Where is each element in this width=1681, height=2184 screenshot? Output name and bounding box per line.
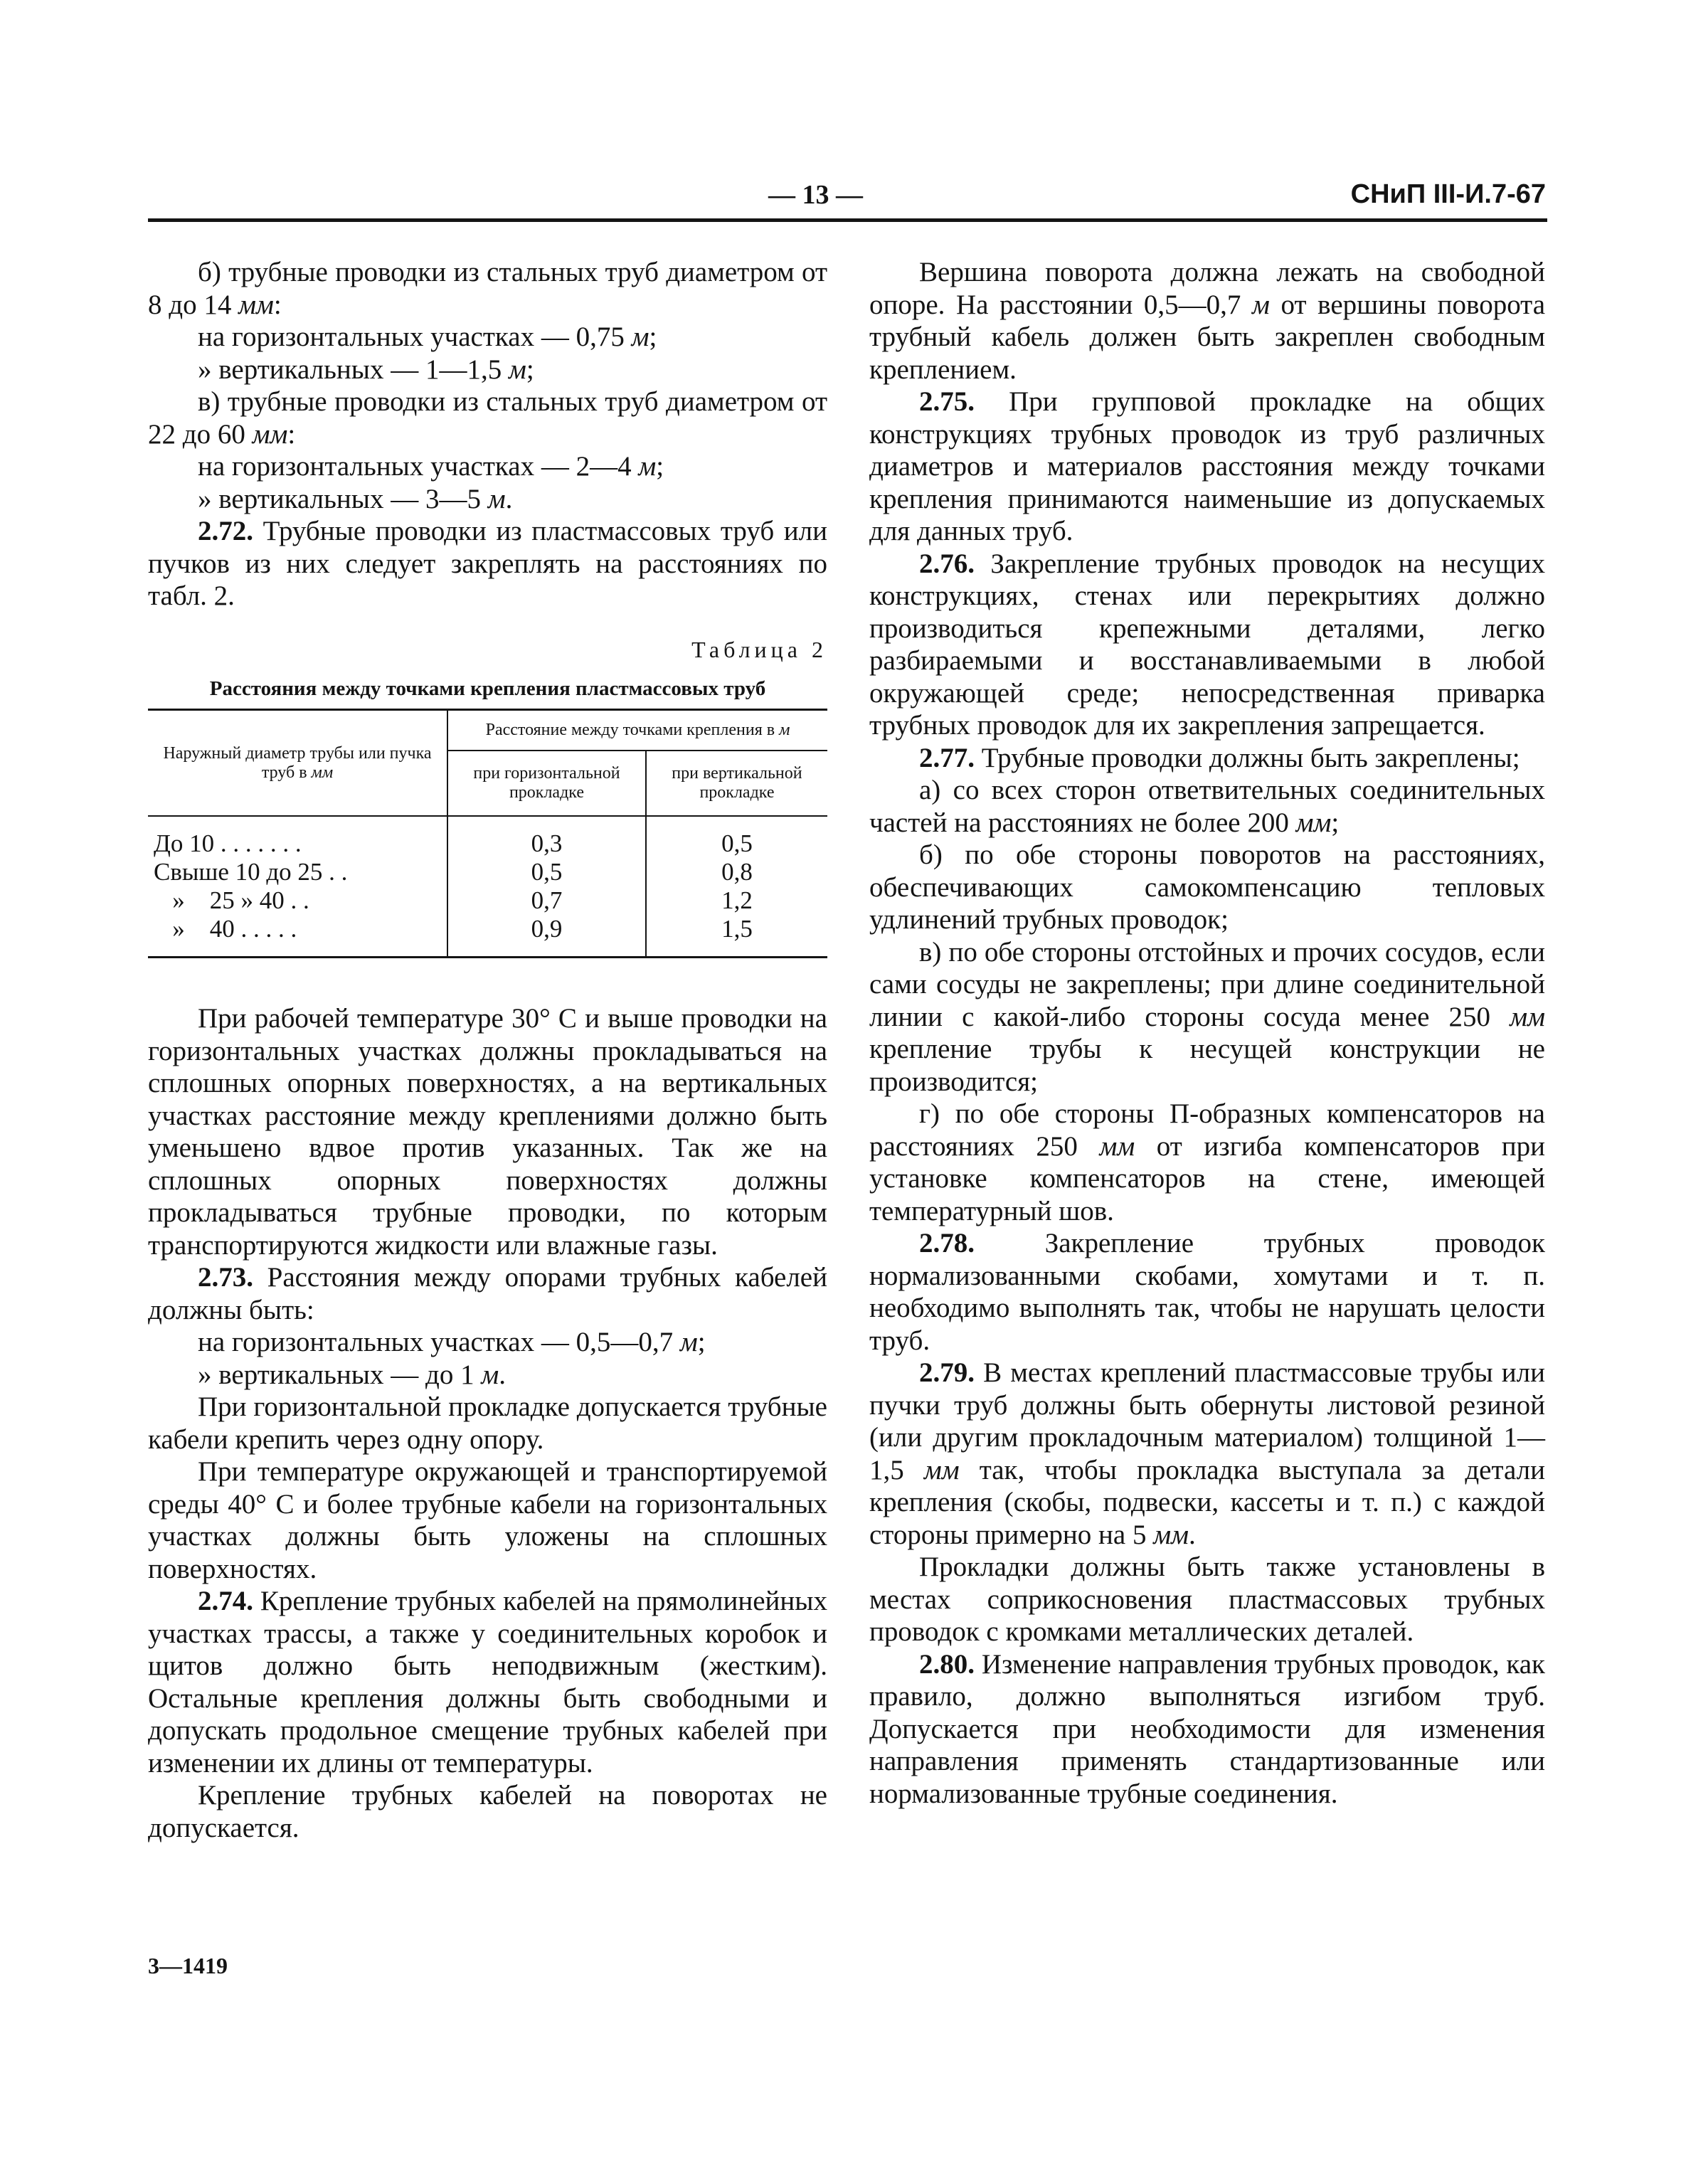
paragraph: Прокладки должны быть также установлены в местах соприкосновения пластмассовых трубных проводок с кромками металлических деталей. [869,1552,1545,1647]
table-row [148,915,827,958]
column-group-header: Расстояние между точками крепления в м [447,710,827,751]
cell-horizontal: 0,5 [447,858,646,886]
table-row [148,886,827,915]
cell-diameter: Свыше 10 до 25 . . [148,858,447,886]
paragraph: При горизонтальной прокладке допускается трубные кабели крепить через одну опору. [148,1391,827,1455]
section-2-76: 2.76. Закрепление трубных проводок на несущих конструкциях, стенах или перекрытиях должно производиться крепежными деталями, легко разбираемыми и восстанавливаемыми в любой окружающей среде; непосредственная приварка трубных проводок для их закрепления запрещается. [869,548,1545,741]
section-2-80: 2.80. Изменение направления трубных проводок, как правило, должно выполняться изгибом труб. Допускается при необходимости для изменения направления применять стандартизованные или нормализованные трубные соединения. [869,1648,1546,1809]
page-number: — 13 — [768,180,863,210]
cell-vertical: 0,8 [721,858,753,886]
cell-diameter: » 25 » 40 . . [148,886,447,915]
distance-table [148,709,827,958]
paragraph: При рабочей температуре 30° С и выше проводки на горизонтальных участках должны прокладываться на сплошных опорных поверхностях, а на вертикальных участках расстояние между креплениями должно быть уменьшено вдвое против указанных. Так же на сплошных опорных поверхностях должны прокладываться трубные проводки, по которым транспортируются жидкости или влажные газы. [148,1003,827,1261]
column-header-vertical: при вертикальной прокладке [646,751,827,816]
header-rule [148,218,1547,222]
cell-diameter: » 40 . . . . . [148,915,447,958]
paragraph: в) по обе стороны отстойных и прочих сосудов, если сами сосуды не закреплены; при длине соединительной линии с какой-либо стороны сосуда менее 250 мм крепление трубы к несущей конструкции не производится; [869,936,1546,1097]
section-2-78: 2.78. Закрепление трубных проводок нормализованными скобами, хомутами и т. п. необходимо выполнять так, чтобы не нарушать целости труб. [869,1228,1545,1356]
paragraph: б) трубные проводки из стальных труб диаметром от 8 до 14 мм: [148,257,827,320]
cell-horizontal: 0,3 [447,816,646,858]
paragraph: а) со всех сторон ответвительных соединительных частей на расстояниях не более 200 мм; [869,775,1545,838]
cell-horizontal: 0,9 [447,915,646,958]
section-2-79: 2.79. В местах креплений пластмассовые трубы или пучки труб должны быть обернуты листовой резиной (или другим прокладочным материалом) толщиной 1—1,5 мм так, чтобы прокладка выступала за детали крепления (скобы, подвески, кассеты и т. п.) с каждой стороны примерно на 5 мм. [869,1357,1546,1550]
cell-diameter: До 10 . . . . . . . [148,816,447,858]
paragraph: на горизонтальных участках — 0,75 м; [198,322,657,352]
table-label: Таблица 2 [691,636,827,662]
column-header-horizontal: при горизонтальной прокладке [447,751,646,816]
paragraph: Вершина поворота должна лежать на свободной опоре. На расстоянии 0,5—0,7 м от вершины поворота трубный кабель должен быть закреплен свободным креплением. [869,257,1546,385]
table-row [148,816,827,858]
cell-vertical: 0,5 [721,829,753,857]
paragraph: » вертикальных — 3—5 м. [198,483,513,514]
printer-signature: 3—1419 [148,1953,228,1978]
section-2-74: 2.74. Крепление трубных кабелей на прямолинейных участках трассы, а также у соединительных коробок и щитов должно быть неподвижным (жестким). Остальные крепления должны быть свободными и допускать продольное смещение трубных кабелей при изменении их длины от температуры. [148,1586,827,1779]
paragraph: Крепление трубных кабелей на поворотах не допускается. [148,1780,827,1843]
paragraph: б) по обе стороны поворотов на расстояниях, обеспечивающих самокомпенсацию тепловых удлинений трубных проводок; [869,839,1545,935]
paragraph: в) трубные проводки из стальных труб диаметром от 22 до 60 мм: [148,386,827,450]
paragraph: г) по обе стороны П-образных компенсаторов на расстояниях 250 мм от изгиба компенсаторов при установке компенсаторов на стене, имеющей температурный шов. [869,1098,1546,1226]
section-2-72: 2.72. Трубные проводки из пластмассовых труб или пучков из них следует закреплять на расстояниях по табл. 2. [148,516,827,611]
paragraph: » вертикальных — до 1 м. [198,1359,506,1390]
paragraph: на горизонтальных участках — 2—4 м; [198,451,664,482]
paragraph: » вертикальных — 1—1,5 м; [198,354,534,385]
column-header-diameter: Наружный диаметр трубы или пучка труб в мм [148,710,447,817]
table-row [148,858,827,886]
right-column [869,256,1545,1810]
left-column [148,256,827,1844]
section-2-75: 2.75. При групповой прокладке на общих конструкциях трубных проводок из труб различных диаметров и материалов расстояния между точками крепления принимаются наименьшие из допускаемых для данных труб. [869,386,1545,546]
paragraph: на горизонтальных участках — 0,5—0,7 м; [198,1327,706,1357]
cell-horizontal: 0,7 [447,886,646,915]
cell-vertical: 1,5 [646,915,827,958]
document-code: СНиП III-И.7-67 [1350,179,1546,209]
table-title: Расстояния между точками крепления пластмассовых труб [209,677,766,700]
cell-vertical: 1,2 [721,886,753,914]
section-2-73: 2.73. Расстояния между опорами трубных кабелей должны быть: [148,1262,827,1325]
section-2-77: 2.77. Трубные проводки должны быть закреплены; [919,742,1520,773]
paragraph: При температуре окружающей и транспортируемой среды 40° С и более трубные кабели на горизонтальных участках должны быть уложены на сплошных поверхностях. [148,1456,827,1584]
